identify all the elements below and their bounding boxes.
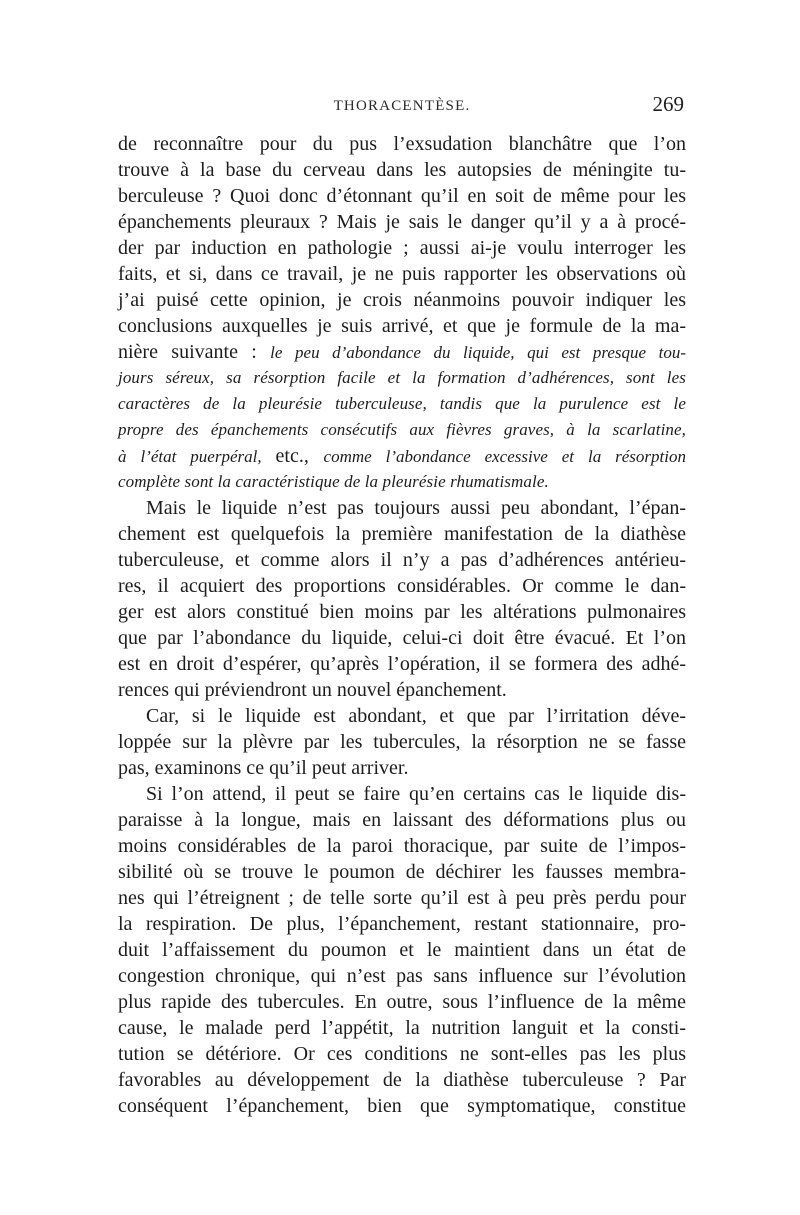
text-line: paraisse à la longue, mais en laissant des déformations plus ou — [118, 809, 686, 831]
text-line: trouve à la base du cerveau dans les autopsies de méningite tu- — [118, 159, 686, 181]
text-line: la respiration. De plus, l’épanchement, restant stationnaire, pro- — [118, 913, 686, 935]
text-line: chement est quelquefois la première manifestation de la diathèse — [118, 523, 686, 545]
paragraph-start-line: Si l’on attend, il peut se faire qu’en certains cas le liquide dis- — [146, 783, 686, 805]
text-line-italic: caractères de la pleurésie tuberculeuse, tandis que la purulence est le — [118, 394, 686, 413]
text-line: sibilité où se trouve le poumon de déchirer les fausses membra- — [118, 861, 686, 883]
text-line: pas, examinons ce qu’il peut arriver. — [118, 757, 409, 779]
text-line — [118, 443, 686, 469]
running-head: THORACENTÈSE. — [333, 98, 471, 114]
text-line: res, il acquiert des proportions considérables. Or comme le dan- — [118, 575, 686, 597]
text-line-italic: jours séreux, sa résorption facile et la formation d’adhérences, sont les — [118, 368, 686, 387]
text-line: tuberculeuse, et comme alors il n’y a pas d’adhérences antérieu- — [118, 549, 686, 571]
text-line: rences qui préviendront un nouvel épanchement. — [118, 679, 507, 701]
text-line: tution se détériore. Or ces conditions ne sont-elles pas les plus — [118, 1043, 686, 1065]
text-run-italic: le peu d’abondance du liquide, qui est presque tou- — [270, 343, 686, 362]
text-line: moins considérables de la paroi thoracique, par suite de l’impos- — [118, 835, 686, 857]
text-line: épanchements pleuraux ? Mais je sais le danger qu’il y a à procé- — [118, 211, 686, 233]
text-run-roman: etc., — [275, 445, 324, 467]
text-run-roman: nière suivante : — [118, 341, 271, 363]
text-line: duit l’affaissement du poumon et le maintient dans un état de — [118, 939, 686, 961]
text-line: favorables au développement de la diathèse tuberculeuse ? Par — [118, 1069, 686, 1091]
paragraph-start-line: Car, si le liquide est abondant, et que par l’irritation déve- — [146, 705, 686, 727]
text-line: loppée sur la plèvre par les tubercules, la résorption ne se fasse — [118, 731, 686, 753]
text-line — [118, 339, 686, 365]
body-text — [118, 131, 686, 1119]
text-line: j’ai puisé cette opinion, je crois néanmoins pouvoir indiquer les — [118, 289, 686, 311]
text-line: ger est alors constitué bien moins par les altérations pulmonaires — [118, 601, 686, 623]
text-line: conclusions auxquelles je suis arrivé, et que je formule de la ma- — [118, 315, 686, 337]
text-line-italic: propre des épanchements consécutifs aux fièvres graves, à la scarlatine, — [118, 420, 686, 439]
text-line-italic: complète sont la caractéristique de la pleurésie rhumatismale. — [118, 472, 549, 491]
text-line: faits, et si, dans ce travail, je ne puis rapporter les observations où — [118, 263, 686, 285]
paragraph-start-line: Mais le liquide n’est pas toujours aussi peu abondant, l’épan- — [146, 497, 686, 519]
text-line: berculeuse ? Quoi donc d’étonnant qu’il en soit de même pour les — [118, 185, 686, 207]
text-run-italic: à l’état puerpéral, — [118, 447, 276, 466]
text-line: der par induction en pathologie ; aussi ai-je voulu interroger les — [118, 237, 686, 259]
text-run-italic: comme l’abondance excessive et la résorption — [323, 447, 686, 466]
text-line: congestion chronique, qui n’est pas sans influence sur l’évolution — [118, 965, 686, 987]
text-line: de reconnaître pour du pus l’exsudation blanchâtre que l’on — [118, 133, 686, 155]
text-line: conséquent l’épanchement, bien que symptomatique, constitue — [118, 1095, 686, 1117]
page-header — [118, 92, 686, 126]
page-number: 269 — [652, 92, 684, 116]
text-line: nes qui l’étreignent ; de telle sorte qu’il est à peu près perdu pour — [118, 887, 686, 909]
text-line: cause, le malade perd l’appétit, la nutrition languit et la consti- — [118, 1017, 686, 1039]
text-line: plus rapide des tubercules. En outre, sous l’influence de la même — [118, 991, 686, 1013]
text-line: que par l’abondance du liquide, celui-ci doit être évacué. Et l’on — [118, 627, 686, 649]
text-line: est en droit d’espérer, qu’après l’opération, il se formera des adhé- — [118, 653, 686, 675]
